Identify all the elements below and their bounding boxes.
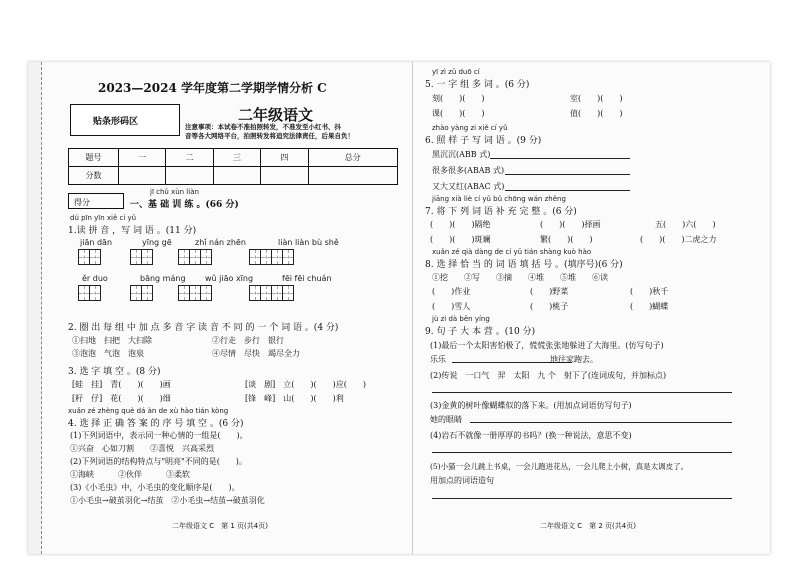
pinyin: yīng gē: [142, 238, 172, 247]
q7-item[interactable]: 五( )六( ): [655, 220, 716, 229]
subject-title: 二年级语文: [238, 106, 314, 124]
q8-item[interactable]: ( )作业: [432, 287, 471, 296]
score-table-cell: 题号: [69, 149, 119, 167]
score-table-cell: 二: [166, 149, 213, 167]
q2-option: ②行走 步行 银行: [212, 336, 284, 345]
exam-title: 2023—2024 学年度第二学期学情分析 C: [98, 81, 327, 95]
answer-line[interactable]: [470, 422, 732, 423]
writing-grid[interactable]: [78, 249, 293, 265]
q7-item[interactable]: 繁( )( ): [540, 235, 593, 244]
barcode-label: 贴条形码区: [93, 117, 139, 127]
notice-line: 音等各大网络平台，拍照转发将追究法律责任，后果自负！: [185, 132, 354, 140]
writing-grid[interactable]: [78, 285, 293, 301]
score-table-cell: 分数: [69, 167, 119, 185]
pinyin: xuǎn zé qià dàng de cí yǔ tián shàng kuò hào: [432, 248, 592, 256]
q5-item[interactable]: 刻( )( ): [432, 94, 485, 103]
q8-item[interactable]: ( )蝴蝶: [630, 302, 669, 311]
pinyin: yī zì zǔ duō cí: [432, 68, 480, 76]
question-4: 4. 选 择 正 确 答 案 的 序 号 填 空 。(6 分): [68, 419, 244, 429]
q7-item[interactable]: ( )( )斑斓: [430, 235, 491, 244]
q8-item[interactable]: ( )秋千: [630, 287, 669, 296]
q9-line: (2)传说 一口气 羿 太阳 九 个 射下了(连词成句，并加标点): [430, 371, 667, 380]
q8-options: ①挖 ②写 ③摘 ④堆 ⑤堆 ⑥读: [432, 273, 608, 282]
pinyin: ěr duo: [82, 274, 108, 283]
pinyin: jī chǔ xùn liàn: [150, 188, 199, 196]
q9-line: (3)金黄的树叶像蝴蝶似的落下来。(用加点词语仿写句子): [430, 401, 632, 410]
q2-option: ④尽情 尽快 竭尽全力: [212, 349, 300, 358]
pinyin: jù zi dà běn yíng: [432, 315, 490, 323]
binding-strip: [28, 62, 42, 554]
pinyin: wǔ jiāo xīng: [205, 274, 254, 283]
q4-line: (2)下列词语的结构特点与"明亮"不同的是( )。: [70, 457, 247, 466]
q9-line: 她的眼睛: [430, 415, 462, 424]
q7-item[interactable]: ( )( )择画: [540, 220, 601, 229]
q9-line: 乐乐 地往家跑去。: [430, 355, 598, 364]
q2-option: ③泡泡 气泡 泡泉: [72, 349, 144, 358]
pinyin: zhǐ nán zhēn: [195, 238, 246, 247]
answer-line[interactable]: [490, 158, 630, 159]
page-divider: [412, 62, 413, 554]
q3-item[interactable]: [谈 剧] 立( )( )应( ): [245, 380, 366, 389]
page-footer: 二年级语文 C 第 1 页(共4页): [172, 522, 268, 530]
answer-line[interactable]: [505, 190, 630, 191]
q5-item[interactable]: 课( )( ): [432, 109, 485, 118]
q4-line: ①兴奋 心如刀割 ②喜悦 兴高采烈: [70, 444, 214, 453]
question-2: 2. 圈 出 每 组 中 加 点 多 音 字 读 音 不 同 的 一 个 词 语 。(4 分): [68, 323, 339, 333]
score-table-cell[interactable]: [119, 167, 166, 185]
pinyin: liàn liàn bù shě: [278, 238, 339, 247]
question-7: 7. 将 下 列 词 语 补 充 完 整 。(6 分): [425, 207, 577, 217]
barcode-area: [70, 104, 180, 136]
question-9: 9. 句 子 大 本 营 。(10 分): [425, 327, 536, 337]
q4-line: (1)下列词语中，表示同一种心情的一组是( )。: [70, 431, 248, 440]
q6-item: 很多很多(ABAB 式): [432, 166, 505, 175]
score-table-cell: 一: [119, 149, 166, 167]
section-heading: 一、基 础 训 练 。(66 分): [130, 200, 239, 210]
q8-item[interactable]: ( )野菜: [530, 287, 569, 296]
q9-line: (1)最后一个太阳害怕极了，慌慌张张地躲进了大海里。(仿写句子): [430, 341, 664, 350]
q4-line: (3)《小毛虫》中，小毛虫的变化顺序是( )。: [70, 483, 240, 492]
q8-item[interactable]: ( )桃子: [530, 302, 569, 311]
q9-line: (5)小猫一会儿跳上书桌，一会儿跑进花丛，一会儿爬上小树，真是太调皮了。: [430, 462, 689, 471]
score-table-cell: 四: [261, 149, 308, 167]
answer-line[interactable]: [505, 174, 630, 175]
pinyin: dú pīn yīn xiě cí yǔ: [70, 214, 137, 222]
score-table-cell[interactable]: [166, 167, 213, 185]
score-table-cell[interactable]: [308, 167, 398, 185]
q5-item[interactable]: 室( )( ): [570, 94, 623, 103]
q9-line: (4)岩石不就像一册厚厚的书吗？(换一种说法，意思不变): [430, 431, 632, 440]
q3-item[interactable]: [蛙 挂] 青( )( )画: [72, 380, 171, 389]
pinyin: xuǎn zé zhèng què dá àn de xù hào tián kòng: [68, 407, 229, 415]
q8-item[interactable]: ( )雪人: [432, 302, 471, 311]
q4-line: ①小毛虫→破茧羽化→结茧 ②小毛虫→结茧→破茧羽化: [70, 496, 265, 505]
q3-item[interactable]: [籽 仔] 花( )( )细: [72, 394, 171, 403]
pinyin: bāng máng: [140, 274, 186, 283]
q6-item: 又大又红(ABAC 式): [432, 182, 505, 191]
q6-item: 黑沉沉(ABB 式): [432, 150, 491, 159]
score-table-cell: 总分: [308, 149, 398, 167]
score-table: [68, 148, 398, 185]
q7-item[interactable]: ( )( )二虎之力: [640, 235, 717, 244]
q5-item[interactable]: 值( )( ): [570, 109, 623, 118]
pinyin: jiān dān: [80, 238, 113, 247]
question-8: 8. 选 择 恰 当 的 词 语 填 括 号 。(填序号)(6 分): [425, 260, 623, 270]
score-box-label: 得分: [74, 198, 90, 207]
pinyin: jiāng xià liè cí yǔ bǔ chōng wán zhěng: [432, 195, 566, 203]
pinyin: zhào yàng zi xiě cí yǔ: [432, 124, 508, 132]
answer-line[interactable]: [452, 362, 572, 363]
q9-line: 用加点的词语造句: [430, 476, 494, 485]
score-box[interactable]: [68, 193, 124, 209]
answer-line[interactable]: [432, 452, 732, 453]
q4-line: ①海峡 ②伙伴 ③柔软: [70, 470, 190, 479]
score-table-cell[interactable]: [213, 167, 260, 185]
answer-line[interactable]: [432, 498, 732, 499]
pinyin: fēi fēi chuán: [282, 274, 332, 283]
answer-line[interactable]: [432, 392, 732, 393]
score-table-cell: 三: [213, 149, 260, 167]
score-table-cell[interactable]: [261, 167, 308, 185]
question-3: 3. 选 字 填 空 。(8 分): [68, 367, 161, 377]
q3-item[interactable]: [锋 峰] 山( )( )利: [245, 394, 344, 403]
q7-item[interactable]: ( )( )隔绝: [430, 220, 491, 229]
notice-line: 注意事项：本试卷不准拍照转发，不准发至小红书、抖: [185, 123, 341, 131]
q2-option: ①扫地 扫把 大扫除: [72, 336, 152, 345]
notice-text: [185, 123, 354, 141]
page-footer: 二年级语文 C 第 2 页(共4页): [540, 522, 636, 530]
question-6: 6. 照 样 子 写 词 语 。(9 分): [425, 136, 542, 146]
question-5: 5. 一 字 组 多 词 。(6 分): [425, 80, 530, 90]
question-1: 1.读 拼 音 ，写 词 语 。(11 分): [68, 226, 197, 236]
